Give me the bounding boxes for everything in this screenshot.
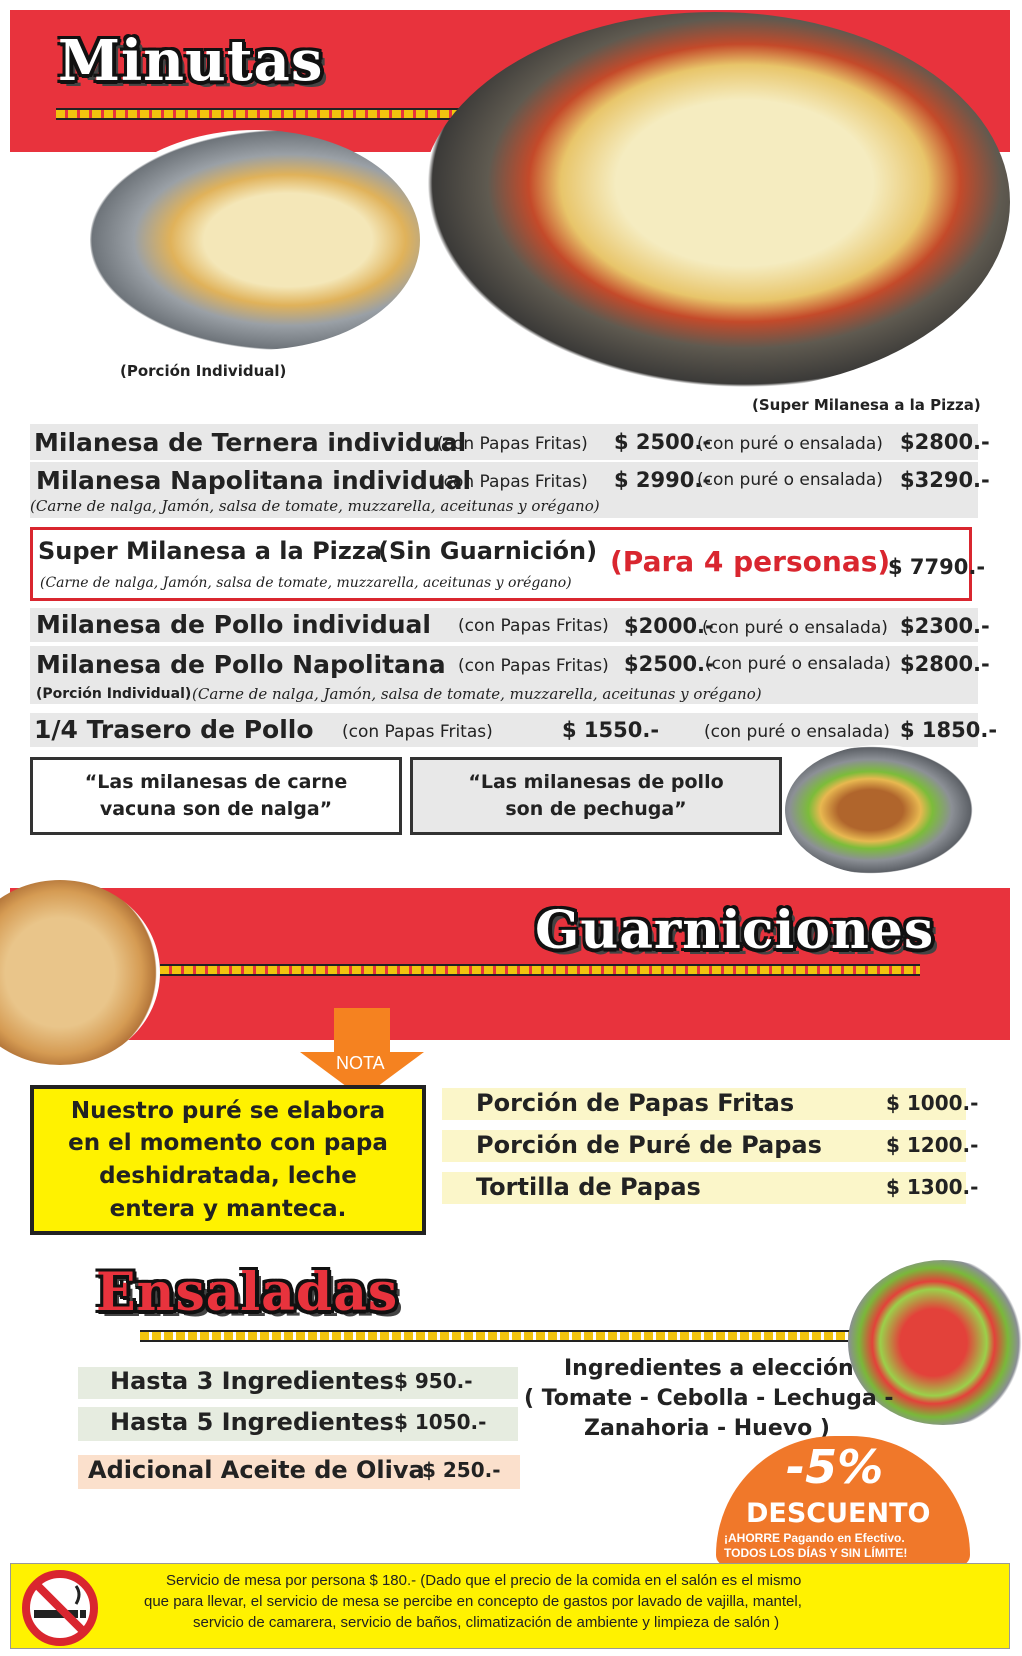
item-price1: $ 1550.-	[562, 718, 660, 742]
super-price: $ 7790.-	[888, 555, 986, 579]
guarnicion-price: $ 1300.-	[886, 1175, 979, 1199]
pollo-photo	[785, 745, 975, 875]
item-price1: $2000.-	[624, 614, 714, 638]
caption-porcion-individual: (Porción Individual)	[120, 362, 287, 380]
item-side2: (con puré o ensalada)	[705, 654, 891, 674]
item-side2: (con puré o ensalada)	[704, 722, 890, 742]
ingredientes-title: Ingredientes a elección	[564, 1356, 854, 1381]
nota-carne-box: “Las milanesas de carne vacuna son de nalga”	[30, 757, 402, 835]
ingredientes-line1: ( Tomate - Cebolla - Lechuga -	[524, 1386, 894, 1411]
item-name: Milanesa Napolitana individual	[36, 466, 472, 495]
nota-text: Nuestro puré se elabora en el momento con papa deshidratada, leche entera y manteca.	[68, 1097, 388, 1222]
super-people: (Para 4 personas)	[610, 545, 891, 578]
guarnicion-name: Porción de Papas Fritas	[476, 1089, 795, 1117]
item-name: Milanesa de Pollo individual	[36, 610, 431, 639]
ensalada-price: $ 950.-	[394, 1369, 473, 1393]
minutas-title: Minutas	[58, 28, 324, 94]
footer-line3: servicio de camarera, servicio de baños, climatización de ambiente y limpieza de salón )	[193, 1614, 780, 1631]
item-price2: $3290.-	[900, 468, 990, 492]
nota-label: NOTA	[336, 1053, 385, 1073]
super-name: Super Milanesa a la Pizza	[38, 537, 383, 565]
item-price1: $2500.-	[624, 652, 714, 676]
ensalada-name: Hasta 3 Ingredientes	[110, 1367, 394, 1395]
item-side1: (con Papas Fritas)	[437, 434, 588, 454]
guarniciones-title: Guarniciones	[535, 900, 935, 961]
item-name: 1/4 Trasero de Pollo	[34, 715, 314, 744]
ensaladas-dotted-rule	[140, 1330, 850, 1342]
item-note: (Carne de nalga, Jamón, salsa de tomate, muzzarella, aceitunas y orégano)	[30, 497, 600, 515]
descuento-pct: -5%	[786, 1440, 884, 1494]
guarniciones-dotted-rule	[160, 964, 920, 976]
item-side1: (con Papas Fritas)	[458, 656, 609, 676]
item-name: Milanesa de Ternera individual	[34, 428, 467, 457]
item-side2: (con puré o ensalada)	[702, 618, 888, 638]
no-smoking-icon	[20, 1568, 100, 1648]
item-price2: $ 1850.-	[900, 718, 998, 742]
ensaladas-title: Ensaladas	[96, 1262, 399, 1323]
descuento-label: DESCUENTO	[746, 1498, 931, 1529]
milanesa-individual-photo	[90, 130, 420, 350]
ensalada-price: $ 1050.-	[394, 1410, 487, 1434]
item-side2: (con puré o ensalada)	[697, 434, 883, 454]
item-price1: $ 2500.-	[614, 430, 712, 454]
super-note: (Carne de nalga, Jamón, salsa de tomate, muzzarella, aceitunas y orégano)	[40, 575, 572, 591]
item-side1: (con Papas Fritas)	[437, 472, 588, 492]
item-price1: $ 2990.-	[614, 468, 712, 492]
footer-line2: que para llevar, el servicio de mesa se percibe en concepto de gastos por lavado de vajilla, mantel,	[144, 1593, 802, 1610]
footer-line1: Servicio de mesa por persona $ 180.- (Dado que el precio de la comida en el salón es el mismo	[166, 1572, 802, 1589]
guarnicion-name: Porción de Puré de Papas	[476, 1131, 822, 1159]
nota-pollo-box: “Las milanesas de pollo son de pechuga”	[410, 757, 782, 835]
nota-box	[30, 1085, 426, 1235]
ingredientes-line2: Zanahoria - Huevo )	[584, 1416, 830, 1441]
guarnicion-name: Tortilla de Papas	[476, 1173, 701, 1201]
item-note: (Carne de nalga, Jamón, salsa de tomate, muzzarella, aceitunas y orégano)	[192, 685, 762, 703]
descuento-line2: TODOS LOS DÍAS Y SIN LÍMITE!	[724, 1546, 908, 1560]
caption-super-milanesa: (Super Milanesa a la Pizza)	[752, 396, 981, 414]
super-milanesa-photo	[420, 12, 1010, 392]
guarnicion-price: $ 1000.-	[886, 1091, 979, 1115]
item-price2: $2800.-	[900, 652, 990, 676]
item-price2: $2800.-	[900, 430, 990, 454]
aceite-price: $ 250.-	[422, 1458, 501, 1482]
item-pre: (Porción Individual)	[36, 686, 192, 702]
item-price2: $2300.-	[900, 614, 990, 638]
item-side2: (con puré o ensalada)	[697, 470, 883, 490]
minutas-dotted-rule	[56, 108, 476, 120]
item-side1: (con Papas Fritas)	[458, 616, 609, 636]
super-side: (Sin Guarnición)	[378, 537, 598, 565]
aceite-name: Adicional Aceite de Oliva	[88, 1456, 425, 1484]
descuento-line1: ¡AHORRE Pagando en Efectivo.	[724, 1531, 905, 1545]
guarnicion-price: $ 1200.-	[886, 1133, 979, 1157]
item-name: Milanesa de Pollo Napolitana	[36, 650, 446, 679]
item-side1: (con Papas Fritas)	[342, 722, 493, 742]
ensalada-name: Hasta 5 Ingredientes	[110, 1408, 394, 1436]
